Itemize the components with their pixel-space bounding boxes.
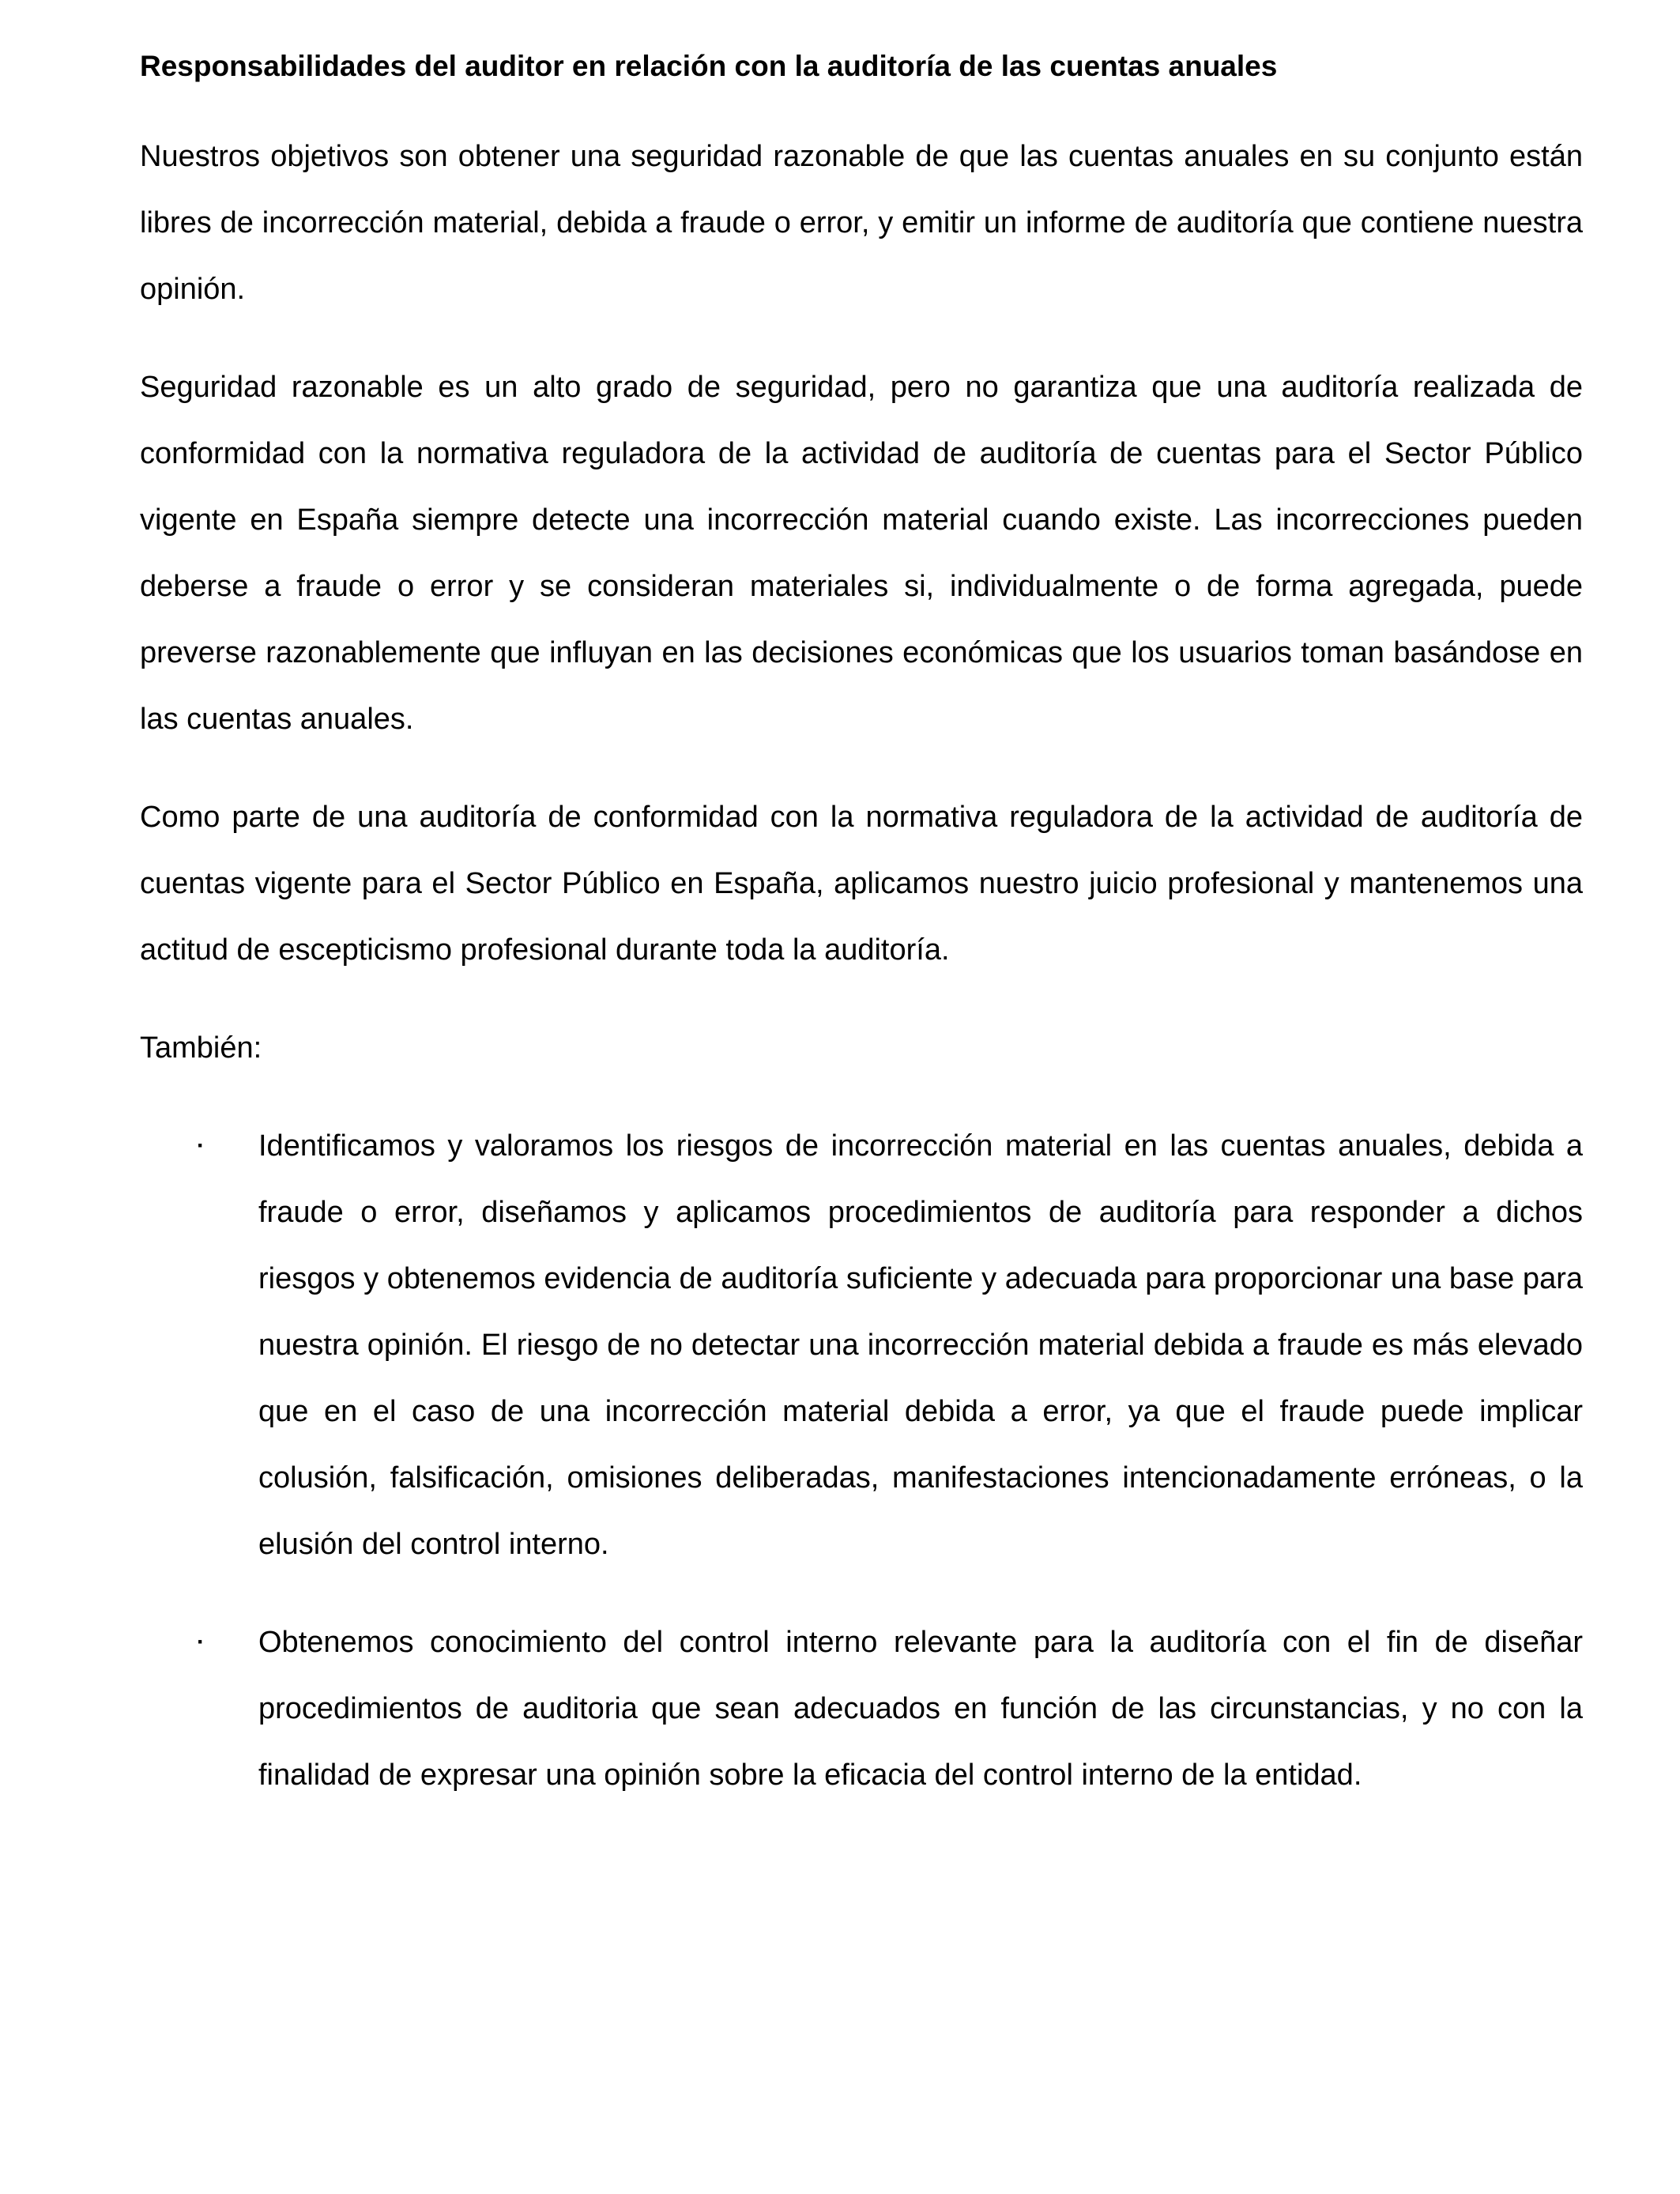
bullet-item xyxy=(140,1609,1583,1808)
tambien-label: También: xyxy=(140,1031,262,1065)
bullet-marker-icon: · xyxy=(197,1629,205,1655)
bullet-item xyxy=(140,1113,1583,1578)
bullet-text-obtenemos: Obtenemos conocimiento del control interno relevante para la auditoría con el fin de diseñar procedimientos de auditoria que sean adecuados en función de las circunstancias, y no con la finalidad de expresar una opinión sobre la eficacia del control interno de la entidad. xyxy=(258,1626,1583,1792)
bullet-marker-icon: · xyxy=(197,1133,205,1159)
paragraph-seguridad-razonable: Seguridad razonable es un alto grado de seguridad, pero no garantiza que una auditoría realizada de conformidad con la normativa reguladora de la actividad de auditoría de cuentas para el Sector Público vigente en España siempre detecte una incorrección material cuando existe. Las incorrecciones pueden deberse a fraude o error y se consideran materiales si, individualmente o de forma agregada, puede preverse razonablemente que influyan en las decisiones económicas que los usuarios toman basándose en las cuentas anuales. xyxy=(140,371,1583,736)
document-content xyxy=(140,41,1583,1840)
paragraph-como-parte: Como parte de una auditoría de conformidad con la normativa reguladora de la actividad de auditoría de cuentas vigente para el Sector Público en España, aplicamos nuestro juicio profesional y mantenemos una actitud de escepticismo profesional durante toda la auditoría. xyxy=(140,801,1583,967)
paragraph-objetivos: Nuestros objetivos son obtener una seguridad razonable de que las cuentas anuales en su conjunto están libres de incorrección material, debida a fraude o error, y emitir un informe de auditoría que contiene nuestra opinión. xyxy=(140,140,1583,306)
bullet-text-identificamos: Identificamos y valoramos los riesgos de incorrección material en las cuentas anuales, debida a fraude o error, diseñamos y aplicamos procedimientos de auditoría para responder a dichos riesgos y obtenemos evidencia de auditoría suficiente y adecuada para proporcionar una base para nuestra opinión. El riesgo de no detectar una incorrección material debida a fraude es más elevado que en el caso de una incorrección material debida a error, ya que el fraude puede implicar colusión, falsificación, omisiones deliberadas, manifestaciones intencionadamente erróneas, o la elusión del control interno. xyxy=(258,1129,1583,1561)
section-heading: Responsabilidades del auditor en relación con la auditoría de las cuentas anuales xyxy=(140,50,1278,82)
bullet-list xyxy=(140,1113,1583,1808)
